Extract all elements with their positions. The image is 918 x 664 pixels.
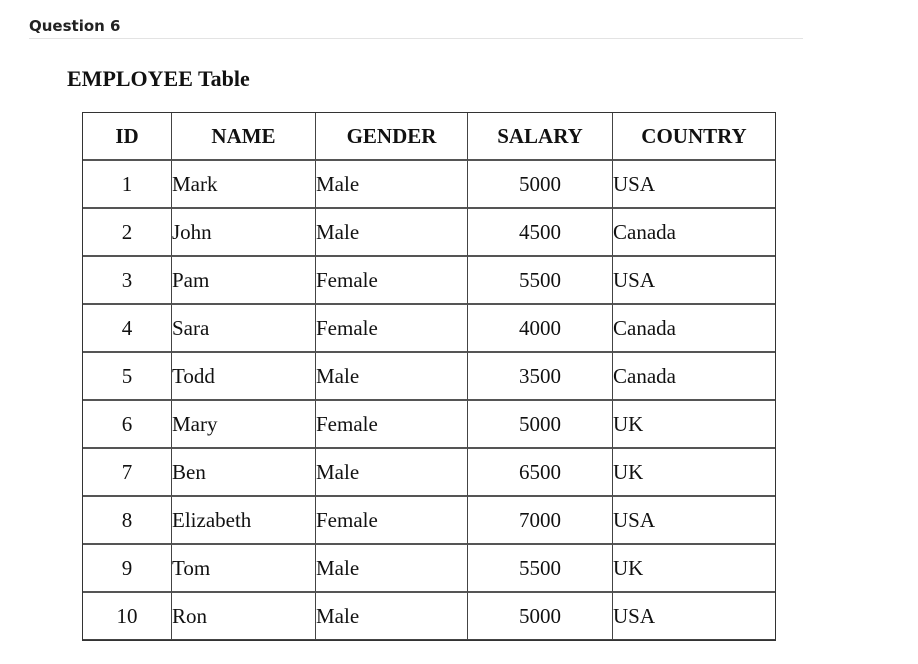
cell-country: Canada bbox=[613, 209, 775, 257]
cell-country: UK bbox=[613, 401, 775, 449]
column-header-id: ID bbox=[83, 113, 172, 161]
cell-country: USA bbox=[613, 497, 775, 545]
cell-gender: Female bbox=[316, 257, 468, 305]
column-header-gender: GENDER bbox=[316, 113, 468, 161]
cell-name: Todd bbox=[172, 353, 316, 401]
question-header bbox=[29, 14, 803, 39]
cell-id: 3 bbox=[83, 257, 172, 305]
cell-salary: 5000 bbox=[468, 161, 613, 209]
table-row bbox=[83, 593, 775, 640]
cell-country: USA bbox=[613, 161, 775, 209]
cell-salary: 5000 bbox=[468, 593, 613, 640]
column-header-salary: SALARY bbox=[468, 113, 613, 161]
cell-name: John bbox=[172, 209, 316, 257]
table-row bbox=[83, 257, 775, 305]
cell-name: Mark bbox=[172, 161, 316, 209]
cell-name: Elizabeth bbox=[172, 497, 316, 545]
cell-country: UK bbox=[613, 449, 775, 497]
cell-name: Mary bbox=[172, 401, 316, 449]
cell-name: Pam bbox=[172, 257, 316, 305]
cell-gender: Male bbox=[316, 161, 468, 209]
cell-salary: 7000 bbox=[468, 497, 613, 545]
cell-id: 1 bbox=[83, 161, 172, 209]
cell-gender: Female bbox=[316, 305, 468, 353]
cell-id: 5 bbox=[83, 353, 172, 401]
cell-country: Canada bbox=[613, 353, 775, 401]
cell-name: Sara bbox=[172, 305, 316, 353]
cell-gender: Male bbox=[316, 353, 468, 401]
table-row bbox=[83, 449, 775, 497]
cell-gender: Male bbox=[316, 209, 468, 257]
cell-id: 2 bbox=[83, 209, 172, 257]
cell-country: UK bbox=[613, 545, 775, 593]
cell-gender: Male bbox=[316, 545, 468, 593]
cell-salary: 5500 bbox=[468, 545, 613, 593]
column-header-country: COUNTRY bbox=[613, 113, 775, 161]
cell-salary: 5000 bbox=[468, 401, 613, 449]
cell-id: 8 bbox=[83, 497, 172, 545]
table-row bbox=[83, 401, 775, 449]
table-title: EMPLOYEE Table bbox=[67, 66, 250, 91]
cell-gender: Male bbox=[316, 449, 468, 497]
cell-salary: 5500 bbox=[468, 257, 613, 305]
table-row bbox=[83, 497, 775, 545]
cell-id: 9 bbox=[83, 545, 172, 593]
question-title: Question 6 bbox=[29, 17, 121, 35]
cell-name: Tom bbox=[172, 545, 316, 593]
cell-id: 7 bbox=[83, 449, 172, 497]
cell-country: USA bbox=[613, 593, 775, 640]
cell-country: Canada bbox=[613, 305, 775, 353]
cell-gender: Male bbox=[316, 593, 468, 640]
table-row bbox=[83, 161, 775, 209]
table-header-row bbox=[83, 113, 775, 161]
employee-table bbox=[82, 112, 776, 641]
table-row bbox=[83, 353, 775, 401]
cell-country: USA bbox=[613, 257, 775, 305]
table-row bbox=[83, 209, 775, 257]
cell-id: 6 bbox=[83, 401, 172, 449]
cell-salary: 4500 bbox=[468, 209, 613, 257]
cell-id: 4 bbox=[83, 305, 172, 353]
column-header-name: NAME bbox=[172, 113, 316, 161]
cell-id: 10 bbox=[83, 593, 172, 640]
cell-gender: Female bbox=[316, 401, 468, 449]
cell-name: Ron bbox=[172, 593, 316, 640]
cell-salary: 6500 bbox=[468, 449, 613, 497]
cell-gender: Female bbox=[316, 497, 468, 545]
table-row bbox=[83, 305, 775, 353]
cell-salary: 4000 bbox=[468, 305, 613, 353]
table-row bbox=[83, 545, 775, 593]
cell-name: Ben bbox=[172, 449, 316, 497]
cell-salary: 3500 bbox=[468, 353, 613, 401]
